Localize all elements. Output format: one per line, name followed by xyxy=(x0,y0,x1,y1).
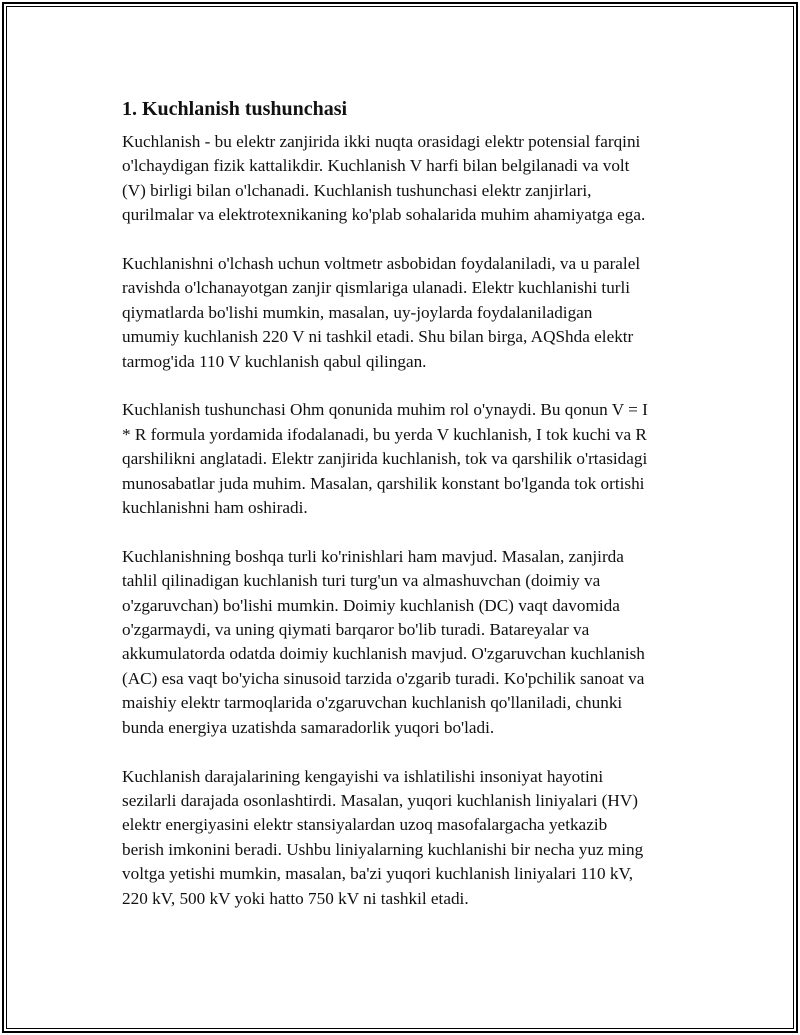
paragraph-line: (V) birligi bilan o'lchanadi. Kuchlanish tushunchasi elektr zanjirlari, xyxy=(122,180,592,200)
paragraph-line: Kuchlanish tushunchasi Ohm qonunida muhim rol o'ynaydi. Bu qonun V = I xyxy=(122,400,648,420)
paragraph-3 xyxy=(122,398,697,520)
paragraph-line: o'zgarmaydi, va uning qiymati barqaror bo'lib turadi. Batareyalar va xyxy=(122,620,590,640)
paragraph-line: o'zgaruvchan) bo'lishi mumkin. Doimiy kuchlanish (DC) vaqt davomida xyxy=(122,595,620,615)
paragraph-5 xyxy=(122,765,697,911)
paragraph-line: qiymatlarda bo'lishi mumkin, masalan, uy-joylarda foydalaniladigan xyxy=(122,302,593,322)
paragraph-line: o'lchaydigan fizik kattalikdir. Kuchlanish V harfi bilan belgilanadi va volt xyxy=(122,156,630,176)
paragraph-line: ravishda o'lchanayotgan zanjir qismlariga ulanadi. Elektr kuchlanishi turli xyxy=(122,278,631,298)
paragraph-line: maishiy elektr tarmoqlarida o'zgaruvchan kuchlanish qo'llaniladi, chunki xyxy=(122,693,623,713)
paragraph-line: bunda energiya uzatishda samaradorlik yuqori bo'ladi. xyxy=(122,717,495,737)
paragraph-2 xyxy=(122,252,697,374)
paragraph-line: (AC) esa vaqt bo'yicha sinusoid tarzida o'zgarib turadi. Ko'pchilik sanoat va xyxy=(122,668,645,688)
paragraph-line: tarmog'ida 110 V kuchlanish qabul qilingan. xyxy=(122,351,427,371)
paragraph-line: elektr energiyasini elektr stansiyalardan uzoq masofalargacha yetkazib xyxy=(122,815,608,835)
paragraph-line: Kuchlanish - bu elektr zanjirida ikki nuqta orasidagi elektr potensial farqini xyxy=(122,132,641,151)
paragraph-line: sezilarli darajada osonlashtirdi. Masalan, yuqori kuchlanish liniyalari (HV) xyxy=(122,790,638,810)
section-heading: 1. Kuchlanish tushunchasi xyxy=(122,98,348,120)
paragraph-line: Kuchlanishni o'lchash uchun voltmetr asbobidan foydalaniladi, va u paralel xyxy=(122,254,641,274)
paragraph-line: * R formula yordamida ifodalanadi, bu yerda V kuchlanish, I tok kuchi va R xyxy=(122,424,647,444)
paragraph-line: berish imkonini beradi. Ushbu liniyalarning kuchlanishi bir necha yuz ming xyxy=(122,839,644,859)
document-body xyxy=(122,96,697,935)
paragraph-line: tahlil qilinadigan kuchlanish turi turg'un va almashuvchan (doimiy va xyxy=(122,571,601,591)
paragraph-line: qarshilikni anglatadi. Elektr zanjirida kuchlanish, tok va qarshilik o'rtasidagi xyxy=(122,449,648,469)
paragraph-line: Kuchlanishning boshqa turli ko'rinishlari ham mavjud. Masalan, zanjirda xyxy=(122,546,624,566)
paragraph-line: voltga yetishi mumkin, masalan, ba'zi yuqori kuchlanish liniyalari 110 kV, xyxy=(122,864,633,884)
paragraph-line: munosabatlar juda muhim. Masalan, qarshilik konstant bo'lganda tok ortishi xyxy=(122,473,645,493)
paragraph-line: 220 kV, 500 kV yoki hatto 750 kV ni tashkil etadi. xyxy=(122,888,469,908)
paragraph-line: kuchlanishni ham oshiradi. xyxy=(122,498,308,518)
paragraph-line: umumiy kuchlanish 220 V ni tashkil etadi. Shu bilan birga, AQShda elektr xyxy=(122,327,634,347)
page-frame xyxy=(2,2,798,1033)
paragraph-line: qurilmalar va elektrotexnikaning ko'plab sohalarida muhim ahamiyatga ega. xyxy=(122,205,646,225)
paragraph-line: akkumulatorda odatda doimiy kuchlanish mavjud. O'zgaruvchan kuchlanish xyxy=(122,644,645,664)
paragraph-4 xyxy=(122,545,697,740)
paragraph-1 xyxy=(122,130,697,228)
paragraph-line: Kuchlanish darajalarining kengayishi va ishlatilishi insoniyat hayotini xyxy=(122,766,604,786)
